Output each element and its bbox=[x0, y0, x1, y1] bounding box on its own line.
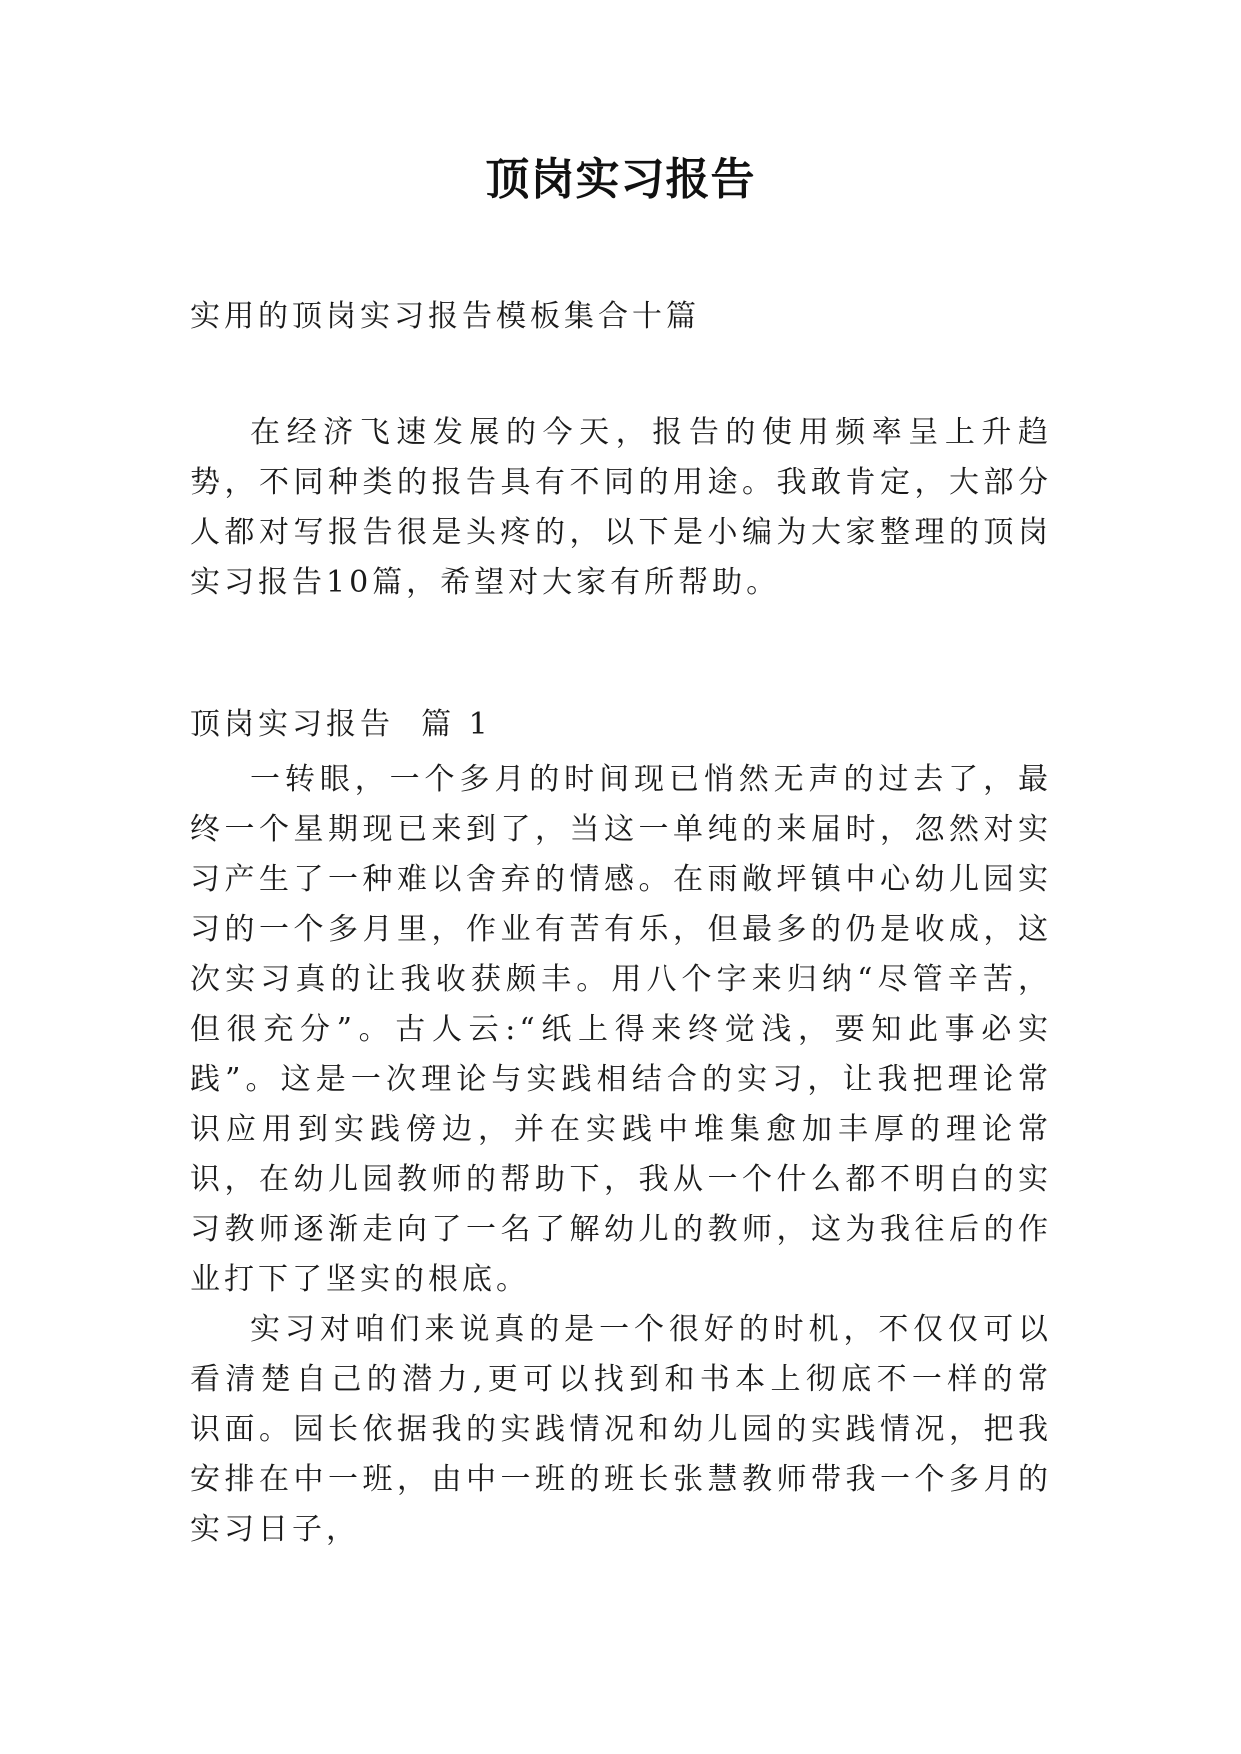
section-body bbox=[190, 755, 1052, 1555]
intro-section bbox=[190, 408, 1052, 608]
document-title: 顶岗实习报告 bbox=[485, 154, 756, 205]
body-paragraph-1: 一转眼，一个多月的时间现已悄然无声的过去了，最终一个星期现已来到了，当这一单纯的来届时，忽然对实习产生了一种难以舍弃的情感。在雨敞坪镇中心幼儿园实习的一个多月里，作业有苦有乐，但最多的仍是收成，这次实习真的让我收获颇丰。用八个字来归纳“尽管辛苦，但很充分”。古人云:“纸上得来终觉浅，要知此事必实践”。这是一次理论与实践相结合的实习，让我把理论常识应用到实践傍边，并在实践中堆集愈加丰厚的理论常识，在幼儿园教师的帮助下，我从一个什么都不明白的实习教师逐渐走向了一名了解幼儿的教师，这为我往后的作业打下了坚实的根底。 bbox=[190, 762, 1052, 1297]
document-subtitle: 实用的顶岗实习报告模板集合十篇 bbox=[190, 299, 700, 334]
body-paragraph-2: 实习对咱们来说真的是一个很好的时机，不仅仅可以看清楚自己的潜力,更可以找到和书本上彻底不一样的常识面。园长依据我的实践情况和幼儿园的实践情况，把我安排在中一班，由中一班的班长张慧教师带我一个多月的实习日子， bbox=[190, 1312, 1052, 1547]
intro-paragraph: 在经济飞速发展的今天，报告的使用频率呈上升趋势，不同种类的报告具有不同的用途。我敢肯定，大部分人都对写报告很是头疼的，以下是小编为大家整理的顶岗实习报告10篇，希望对大家有所帮助。 bbox=[190, 415, 1052, 600]
section-heading: 顶岗实习报告 篇 1 bbox=[190, 707, 492, 742]
